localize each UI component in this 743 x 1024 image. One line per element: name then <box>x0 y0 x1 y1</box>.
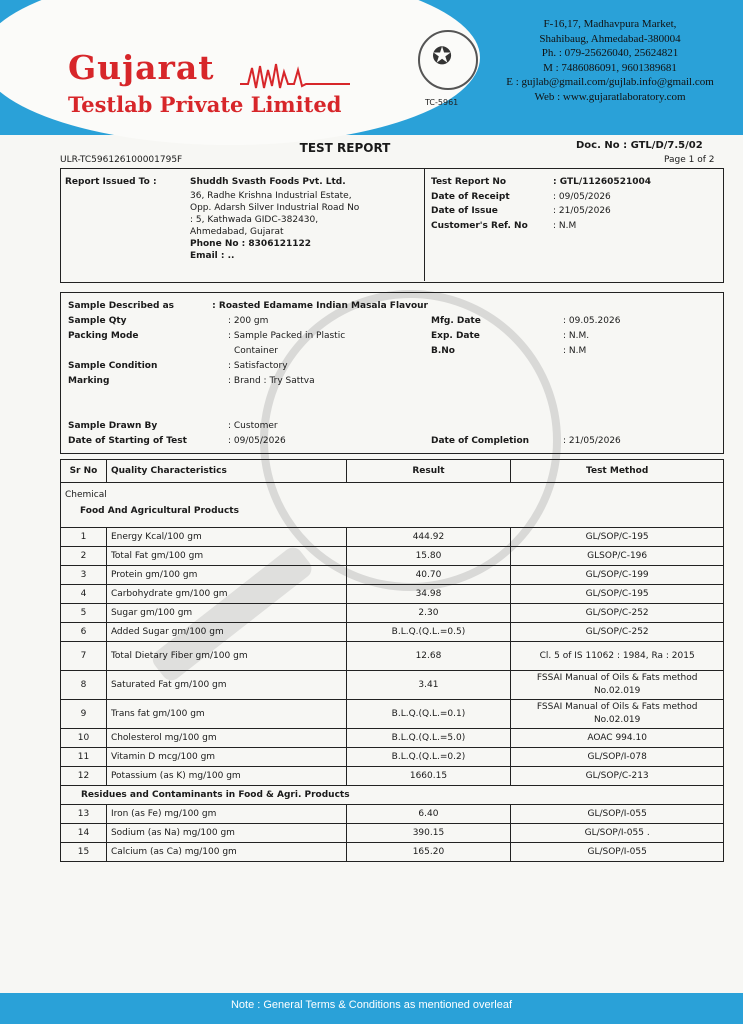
mfg-date-label: Mfg. Date <box>431 316 481 326</box>
result-cell: B.L.Q.(Q.L.=5.0) <box>346 729 511 748</box>
exp-date-value: : N.M. <box>563 331 590 341</box>
customer-name: Shuddh Svasth Foods Pvt. Ltd. <box>190 177 346 187</box>
completion-date <box>431 434 721 449</box>
meta-row <box>431 204 721 219</box>
customer-email: Email : .. <box>190 251 235 261</box>
header-quality: Quality Characteristics <box>106 460 346 483</box>
sr-no-cell: 10 <box>61 729 107 748</box>
method-cell: FSSAI Manual of Oils & Fats method No.02.019 <box>511 671 724 700</box>
quality-cell: Protein gm/100 gm <box>106 566 346 585</box>
result-cell: B.L.Q.(Q.L.=0.5) <box>346 623 511 642</box>
meta-label: Test Report No <box>431 177 507 187</box>
method-cell: GL/SOP/C-199 <box>511 566 724 585</box>
packing-mode-value-cont: Container <box>234 346 278 356</box>
table-row <box>61 585 724 604</box>
sample-described-value: : Roasted Edamame Indian Masala Flavour <box>212 301 428 311</box>
meta-label: Date of Issue <box>431 206 498 216</box>
packing-mode-label: Packing Mode <box>68 331 139 341</box>
issued-box-divider <box>424 169 425 281</box>
exp-date-label: Exp. Date <box>431 331 480 341</box>
accreditation-code: TC-5961 <box>425 98 459 107</box>
method-cell: GL/SOP/C-252 <box>511 623 724 642</box>
footer-note: Note : General Terms & Conditions as mentioned overleaf <box>230 999 513 1011</box>
sample-dates <box>431 314 721 359</box>
quality-cell: Carbohydrate gm/100 gm <box>106 585 346 604</box>
sr-no-cell: 1 <box>61 528 107 547</box>
report-meta <box>431 175 721 233</box>
sample-details-left <box>68 299 428 389</box>
subgroup-row <box>61 786 724 805</box>
quality-cell: Added Sugar gm/100 gm <box>106 623 346 642</box>
result-cell: 390.15 <box>346 824 511 843</box>
doc-number: Doc. No : GTL/D/7.5/02 <box>576 140 703 151</box>
brand-name: Gujarat <box>68 48 215 87</box>
group-row <box>61 483 724 528</box>
quality-cell: Cholesterol mg/100 gm <box>106 729 346 748</box>
seal-star-icon: ✪ <box>432 42 453 70</box>
table-row <box>61 700 724 729</box>
quality-cell: Vitamin D mcg/100 gm <box>106 748 346 767</box>
meta-row <box>431 175 721 190</box>
sr-no-cell: 5 <box>61 604 107 623</box>
result-cell: 12.68 <box>346 642 511 671</box>
sample-drawn <box>68 419 428 449</box>
header-test-method: Test Method <box>511 460 724 483</box>
quality-cell: Trans fat gm/100 gm <box>106 700 346 729</box>
address-line: F-16,17, Madhavpura Market, <box>543 18 677 30</box>
method-cell: GL/SOP/C-252 <box>511 604 724 623</box>
sr-no-cell: 13 <box>61 805 107 824</box>
result-cell: 15.80 <box>346 547 511 566</box>
result-cell: B.L.Q.(Q.L.=0.2) <box>346 748 511 767</box>
table-row <box>61 843 724 862</box>
brand-subtitle: Testlab Private Limited <box>68 92 342 117</box>
method-cell: AOAC 994.10 <box>511 729 724 748</box>
sr-no-cell: 12 <box>61 767 107 786</box>
sr-no-cell: 3 <box>61 566 107 585</box>
subgroup-label: Food And Agricultural Products <box>80 506 239 516</box>
meta-label: Customer's Ref. No <box>431 220 528 231</box>
issued-to-details <box>190 175 420 262</box>
sr-no-cell: 4 <box>61 585 107 604</box>
method-cell: GLSOP/C-196 <box>511 547 724 566</box>
table-row <box>61 528 724 547</box>
sr-no-cell: 15 <box>61 843 107 862</box>
sample-described-label: Sample Described as <box>68 301 175 311</box>
sample-drawn-label: Sample Drawn By <box>68 421 158 431</box>
address-line: Shahibaug, Ahmedabad-380004 <box>539 32 681 45</box>
sr-no-cell: 2 <box>61 547 107 566</box>
quality-cell: Total Fat gm/100 gm <box>106 547 346 566</box>
batch-no-label: B.No <box>431 346 455 356</box>
method-cell: GL/SOP/I-078 <box>511 748 724 767</box>
sample-qty-value: : 200 gm <box>228 316 269 326</box>
result-cell: 3.41 <box>346 671 511 700</box>
customer-address-line: Opp. Adarsh Silver Industrial Road No <box>190 203 360 213</box>
marking-value: : Brand : Try Sattva <box>228 376 315 386</box>
group-label: Chemical <box>65 490 107 500</box>
table-row <box>61 805 724 824</box>
ulr-number: ULR-TC596126100001795F <box>60 155 183 165</box>
start-date-value: : 09/05/2026 <box>228 436 286 446</box>
method-cell: GL/SOP/I-055 <box>511 843 724 862</box>
method-cell: Cl. 5 of IS 11062 : 1984, Ra : 2015 <box>511 642 724 671</box>
customer-address-line: 36, Radhe Krishna Industrial Estate, <box>190 191 352 201</box>
address-line: Web : www.gujaratlaboratory.com <box>534 90 686 103</box>
method-cell: GL/SOP/I-055 . <box>511 824 724 843</box>
meta-row <box>431 219 721 234</box>
brand-wave-graphic <box>240 62 350 92</box>
table-row <box>61 824 724 843</box>
quality-cell: Potassium (as K) mg/100 gm <box>106 767 346 786</box>
quality-cell: Energy Kcal/100 gm <box>106 528 346 547</box>
quality-cell: Saturated Fat gm/100 gm <box>106 671 346 700</box>
result-cell: B.L.Q.(Q.L.=0.1) <box>346 700 511 729</box>
completion-date-label: Date of Completion <box>431 436 530 446</box>
result-cell: 165.20 <box>346 843 511 862</box>
packing-mode-value: : Sample Packed in Plastic <box>228 331 346 341</box>
start-date-label: Date of Starting of Test <box>68 436 187 446</box>
quality-cell: Calcium (as Ca) mg/100 gm <box>106 843 346 862</box>
sample-drawn-value: : Customer <box>228 421 278 431</box>
subgroup-label: Residues and Contaminants in Food & Agri. Products <box>61 786 724 805</box>
method-cell: GL/SOP/I-055 <box>511 805 724 824</box>
sr-no-cell: 14 <box>61 824 107 843</box>
method-cell: GL/SOP/C-213 <box>511 767 724 786</box>
mfg-date-value: : 09.05.2026 <box>563 316 621 326</box>
sample-condition-label: Sample Condition <box>68 361 158 371</box>
meta-row <box>431 190 721 205</box>
meta-label: Date of Receipt <box>431 191 510 202</box>
address-line: M : 7486086091, 9601389681 <box>543 61 677 74</box>
result-cell: 444.92 <box>346 528 511 547</box>
table-row <box>61 604 724 623</box>
batch-no-value: : N.M <box>563 346 587 356</box>
customer-phone: Phone No : 8306121122 <box>190 239 312 249</box>
customer-address-line: : 5, Kathwada GIDC-382430, <box>190 215 319 225</box>
quality-cell: Sugar gm/100 gm <box>106 604 346 623</box>
quality-cell: Total Dietary Fiber gm/100 gm <box>106 642 346 671</box>
sample-condition-value: : Satisfactory <box>228 361 288 371</box>
report-title: TEST REPORT <box>299 141 391 155</box>
result-cell: 40.70 <box>346 566 511 585</box>
table-row <box>61 547 724 566</box>
result-cell: 6.40 <box>346 805 511 824</box>
customer-address-line: Ahmedabad, Gujarat <box>190 227 284 237</box>
meta-value: : 21/05/2026 <box>553 206 611 216</box>
sr-no-cell: 9 <box>61 700 107 729</box>
method-cell: GL/SOP/C-195 <box>511 585 724 604</box>
marking-label: Marking <box>68 376 110 386</box>
result-cell: 2.30 <box>346 604 511 623</box>
issued-to-label: Report Issued To : <box>65 177 157 187</box>
table-row <box>61 623 724 642</box>
header-result: Result <box>346 460 511 483</box>
table-row <box>61 748 724 767</box>
address-line: E : gujlab@gmail.com/gujlab.info@gmail.com <box>506 76 714 88</box>
completion-date-value: : 21/05/2026 <box>563 436 621 446</box>
sample-qty-label: Sample Qty <box>68 316 127 326</box>
page-number: Page 1 of 2 <box>664 155 715 165</box>
meta-value: : 09/05/2026 <box>553 191 611 202</box>
result-cell: 34.98 <box>346 585 511 604</box>
table-header-row <box>61 460 724 483</box>
lab-address <box>480 17 740 104</box>
sr-no-cell: 6 <box>61 623 107 642</box>
results-table <box>60 459 724 862</box>
table-row <box>61 767 724 786</box>
meta-value: : N.M <box>553 220 577 231</box>
table-row <box>61 642 724 671</box>
header-sr-no: Sr No <box>61 460 107 483</box>
address-line: Ph. : 079-25626040, 25624821 <box>541 47 679 59</box>
meta-value: : GTL/11260521004 <box>553 177 652 187</box>
sr-no-cell: 7 <box>61 642 107 671</box>
table-row <box>61 729 724 748</box>
method-cell: GL/SOP/C-195 <box>511 528 724 547</box>
table-row <box>61 566 724 585</box>
sr-no-cell: 11 <box>61 748 107 767</box>
quality-cell: Iron (as Fe) mg/100 gm <box>106 805 346 824</box>
result-cell: 1660.15 <box>346 767 511 786</box>
table-row <box>61 671 724 700</box>
sr-no-cell: 8 <box>61 671 107 700</box>
quality-cell: Sodium (as Na) mg/100 gm <box>106 824 346 843</box>
method-cell: FSSAI Manual of Oils & Fats method No.02.019 <box>511 700 724 729</box>
